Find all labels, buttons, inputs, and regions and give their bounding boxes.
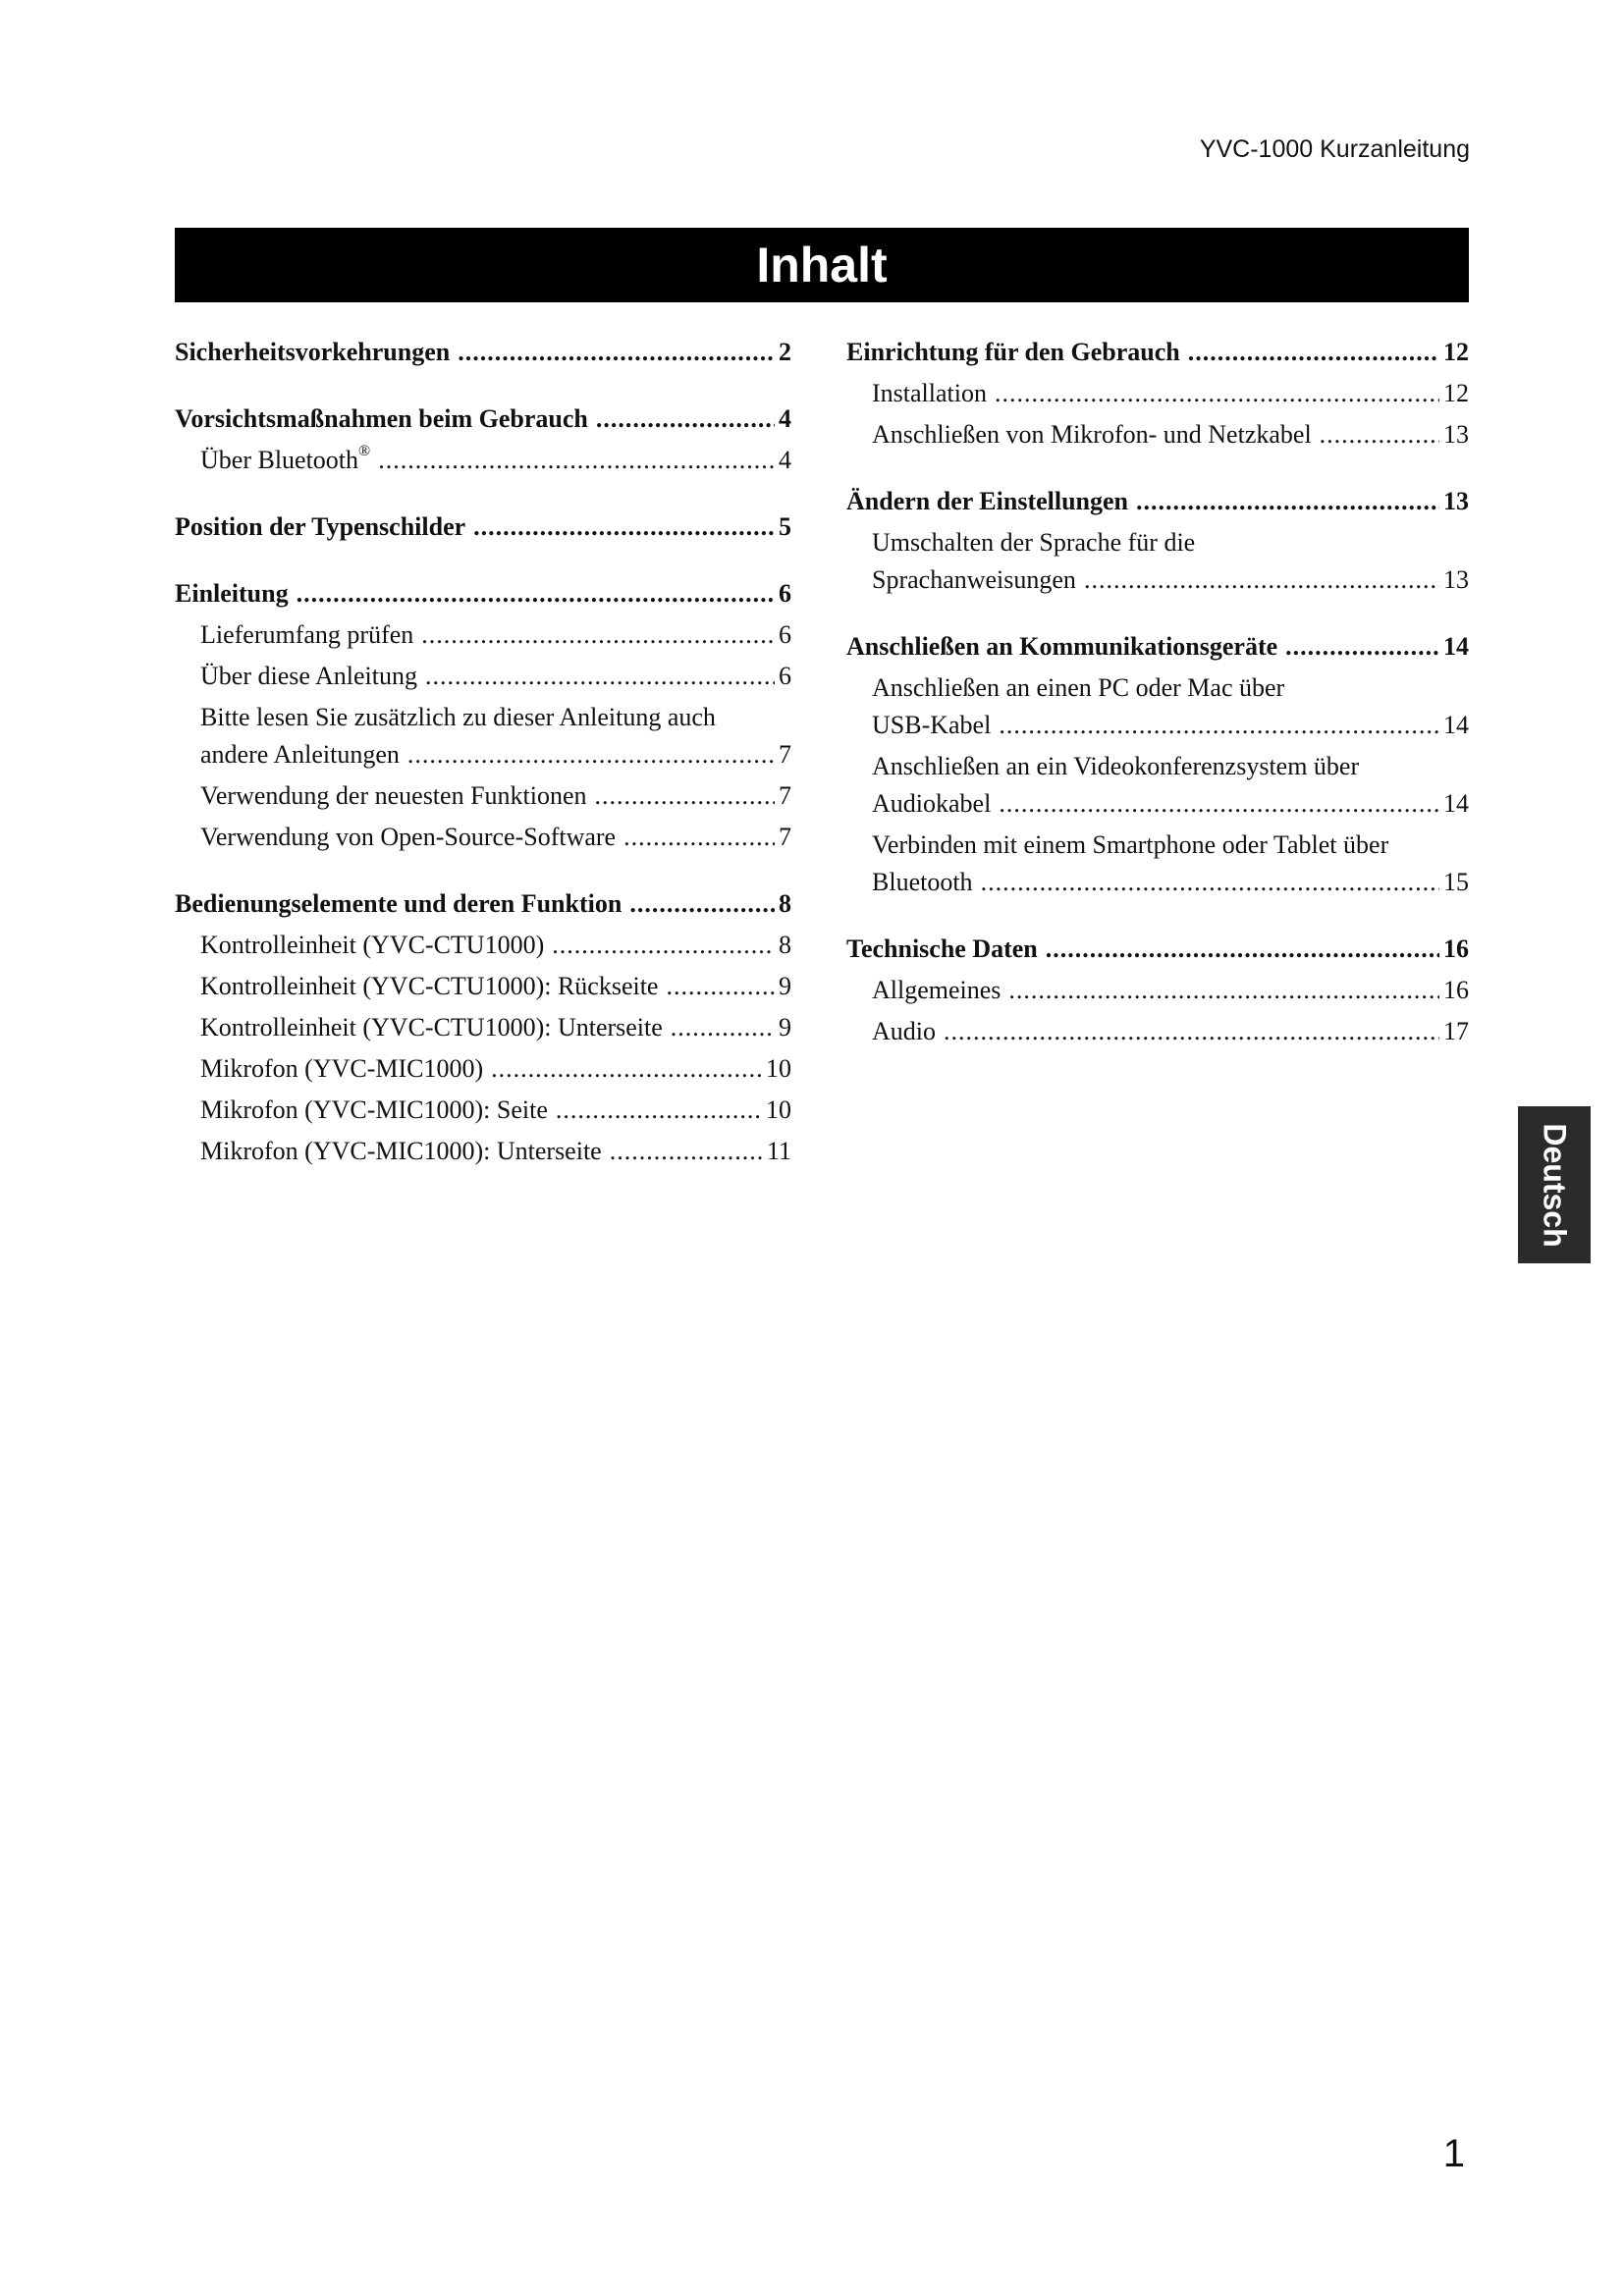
toc-entry-page: 16 bbox=[1443, 934, 1469, 963]
dot-leader bbox=[629, 885, 775, 923]
toc-entry-page: 6 bbox=[779, 662, 791, 690]
toc-subentry[interactable] bbox=[175, 819, 791, 856]
toc-entry-page: 16 bbox=[1443, 976, 1469, 1004]
toc-subentry-line[interactable]: Umschalten der Sprache für die bbox=[872, 528, 1196, 557]
toc-entry[interactable] bbox=[175, 508, 791, 546]
dot-leader bbox=[623, 819, 775, 856]
dot-leader bbox=[596, 400, 775, 438]
toc-entry-label: Verwendung der neuesten Funktionen bbox=[200, 781, 587, 810]
toc-subentry[interactable] bbox=[175, 442, 791, 479]
toc-subentry-line[interactable]: Bitte lesen Sie zusätzlich zu dieser Anleitung auch bbox=[200, 703, 716, 731]
toc-entry[interactable] bbox=[846, 334, 1469, 371]
toc-entry[interactable] bbox=[846, 483, 1469, 520]
toc-entry-label: Allgemeines bbox=[872, 976, 1001, 1004]
toc-subentry[interactable] bbox=[846, 707, 1469, 744]
toc-entry-label: Technische Daten bbox=[846, 934, 1038, 963]
toc-entry-label: Mikrofon (YVC-MIC1000) bbox=[200, 1054, 484, 1083]
toc-entry-page: 8 bbox=[779, 931, 791, 959]
toc-title: Inhalt bbox=[756, 238, 888, 293]
toc-entry[interactable] bbox=[175, 885, 791, 923]
toc-entry-page: 4 bbox=[779, 404, 791, 433]
toc-subentry[interactable] bbox=[175, 736, 791, 774]
toc-entry-label: Bedienungselemente und deren Funktion bbox=[175, 889, 623, 918]
dot-leader bbox=[552, 927, 775, 964]
toc-entry-label: Position der Typenschilder bbox=[175, 512, 466, 541]
toc-entry-page: 12 bbox=[1443, 379, 1469, 407]
toc-entry-label: Installation bbox=[872, 379, 987, 407]
dot-leader bbox=[1285, 628, 1439, 666]
toc-entry-label: Mikrofon (YVC-MIC1000): Unterseite bbox=[200, 1137, 602, 1165]
toc-entry-page: 9 bbox=[779, 972, 791, 1000]
toc-subentry-line[interactable]: Anschließen an ein Videokonferenzsystem über bbox=[872, 752, 1360, 780]
toc-subentry[interactable] bbox=[846, 416, 1469, 454]
toc-entry-label: Einleitung bbox=[175, 579, 289, 608]
toc-entry-label: Einrichtung für den Gebrauch bbox=[846, 338, 1180, 366]
toc-entry-page: 12 bbox=[1443, 338, 1469, 366]
toc-entry-page: 10 bbox=[766, 1054, 791, 1083]
toc-entry-page: 6 bbox=[779, 620, 791, 649]
dot-leader bbox=[407, 736, 775, 774]
toc-entry-label: Kontrolleinheit (YVC-CTU1000) bbox=[200, 931, 545, 959]
dot-leader bbox=[1188, 334, 1439, 371]
toc-section bbox=[846, 931, 1469, 1050]
dot-leader bbox=[981, 864, 1439, 901]
language-tab bbox=[1518, 1106, 1591, 1263]
dot-leader bbox=[595, 777, 775, 815]
dot-leader bbox=[610, 1133, 763, 1170]
toc-subentry-line[interactable]: Verbinden mit einem Smartphone oder Tablet über bbox=[872, 830, 1389, 859]
toc-subentry[interactable] bbox=[846, 864, 1469, 901]
toc-entry-page: 6 bbox=[779, 579, 791, 608]
toc-entry-page: 8 bbox=[779, 889, 791, 918]
dot-leader bbox=[1046, 931, 1439, 968]
toc-section bbox=[175, 400, 791, 479]
toc-entry-page: 9 bbox=[779, 1013, 791, 1041]
dot-leader bbox=[378, 442, 775, 479]
toc-entry-page: 14 bbox=[1443, 789, 1469, 818]
toc-entry-label: Über diese Anleitung bbox=[200, 662, 417, 690]
toc-entry-label: Bluetooth bbox=[872, 868, 973, 896]
toc-entry[interactable] bbox=[175, 334, 791, 371]
toc-subentry[interactable] bbox=[175, 1050, 791, 1088]
toc-section bbox=[846, 628, 1469, 901]
toc-title-bar bbox=[175, 228, 1469, 302]
toc-entry-page: 17 bbox=[1443, 1017, 1469, 1045]
toc-entry-label: Anschließen von Mikrofon- und Netzkabel bbox=[872, 420, 1312, 449]
toc-subentry[interactable] bbox=[846, 375, 1469, 412]
dot-leader bbox=[995, 375, 1439, 412]
toc-entry-page: 11 bbox=[766, 1137, 791, 1165]
toc-entry-page: 4 bbox=[779, 446, 791, 474]
toc-subentry[interactable] bbox=[846, 785, 1469, 823]
toc-entry-label: Vorsichtsmaßnahmen beim Gebrauch bbox=[175, 404, 588, 433]
toc-entry-page: 14 bbox=[1443, 632, 1469, 661]
toc-section bbox=[175, 508, 791, 546]
toc-right-column bbox=[846, 334, 1469, 1080]
toc-entry-page: 14 bbox=[1443, 711, 1469, 739]
dot-leader bbox=[1320, 416, 1439, 454]
dot-leader bbox=[425, 658, 775, 695]
dot-leader bbox=[1084, 561, 1439, 599]
toc-entry-page: 2 bbox=[779, 338, 791, 366]
toc-subentry[interactable] bbox=[846, 561, 1469, 599]
toc-entry-label: Sprachanweisungen bbox=[872, 565, 1076, 594]
toc-entry-label: Über Bluetooth® bbox=[200, 443, 371, 474]
toc-entry[interactable] bbox=[846, 931, 1469, 968]
toc-entry-page: 13 bbox=[1443, 420, 1469, 449]
toc-entry[interactable] bbox=[175, 400, 791, 438]
toc-subentry[interactable] bbox=[175, 616, 791, 654]
toc-subentry[interactable] bbox=[846, 972, 1469, 1009]
dot-leader bbox=[999, 707, 1439, 744]
toc-entry[interactable] bbox=[175, 575, 791, 613]
dot-leader bbox=[944, 1013, 1439, 1050]
toc-left-column bbox=[175, 334, 791, 1200]
toc-entry-label: Ändern der Einstellungen bbox=[846, 487, 1129, 515]
toc-section bbox=[846, 334, 1469, 454]
toc-entry-label: andere Anleitungen bbox=[200, 740, 400, 769]
dot-leader bbox=[1008, 972, 1439, 1009]
toc-subentry[interactable] bbox=[175, 1009, 791, 1046]
registered-mark: ® bbox=[358, 443, 371, 459]
toc-entry-label: Mikrofon (YVC-MIC1000): Seite bbox=[200, 1095, 548, 1124]
toc-entry-label: Audiokabel bbox=[872, 789, 992, 818]
dot-leader bbox=[297, 575, 775, 613]
toc-section bbox=[846, 483, 1469, 599]
toc-entry-label: USB-Kabel bbox=[872, 711, 992, 739]
toc-entry-label: Kontrolleinheit (YVC-CTU1000): Rückseite bbox=[200, 972, 659, 1000]
dot-leader bbox=[999, 785, 1439, 823]
toc-subentry-line[interactable]: Anschließen an einen PC oder Mac über bbox=[872, 673, 1285, 702]
toc-section bbox=[175, 885, 791, 1170]
page-number: 1 bbox=[1442, 2132, 1465, 2175]
toc-subentry[interactable] bbox=[175, 1092, 791, 1129]
toc-entry-label: Anschließen an Kommunikationsgeräte bbox=[846, 632, 1278, 661]
toc-entry-label: Lieferumfang prüfen bbox=[200, 620, 414, 649]
toc-entry-page: 5 bbox=[779, 512, 791, 541]
toc-entry-page: 13 bbox=[1443, 487, 1469, 515]
toc-entry-page: 7 bbox=[779, 823, 791, 851]
dot-leader bbox=[421, 616, 775, 654]
dot-leader bbox=[491, 1050, 762, 1088]
toc-subentry[interactable] bbox=[175, 658, 791, 695]
toc-subentry[interactable] bbox=[175, 927, 791, 964]
toc-entry-page: 7 bbox=[779, 740, 791, 769]
dot-leader bbox=[458, 334, 775, 371]
toc-subentry[interactable] bbox=[175, 1133, 791, 1170]
dot-leader bbox=[671, 1009, 775, 1046]
toc-section bbox=[175, 575, 791, 856]
toc-entry-page: 13 bbox=[1443, 565, 1469, 594]
toc-section bbox=[175, 334, 791, 371]
toc-subentry[interactable] bbox=[175, 777, 791, 815]
toc-entry-label: Verwendung von Open-Source-Software bbox=[200, 823, 617, 851]
toc-entry[interactable] bbox=[846, 628, 1469, 666]
toc-entry-page: 7 bbox=[779, 781, 791, 810]
toc-entry-page: 10 bbox=[766, 1095, 791, 1124]
toc-subentry[interactable] bbox=[846, 1013, 1469, 1050]
dot-leader bbox=[666, 968, 775, 1005]
toc-entry-label: Kontrolleinheit (YVC-CTU1000): Unterseite bbox=[200, 1013, 663, 1041]
toc-entry-label: Sicherheitsvorkehrungen bbox=[175, 338, 451, 366]
toc-subentry[interactable] bbox=[175, 968, 791, 1005]
toc-entry-label: Audio bbox=[872, 1017, 936, 1045]
document-header-title: YVC-1000 Kurzanleitung bbox=[1199, 135, 1470, 163]
dot-leader bbox=[473, 508, 775, 546]
dot-leader bbox=[1136, 483, 1439, 520]
dot-leader bbox=[556, 1092, 762, 1129]
language-tab-label: Deutsch bbox=[1537, 1122, 1573, 1248]
toc-entry-page: 15 bbox=[1443, 868, 1469, 896]
